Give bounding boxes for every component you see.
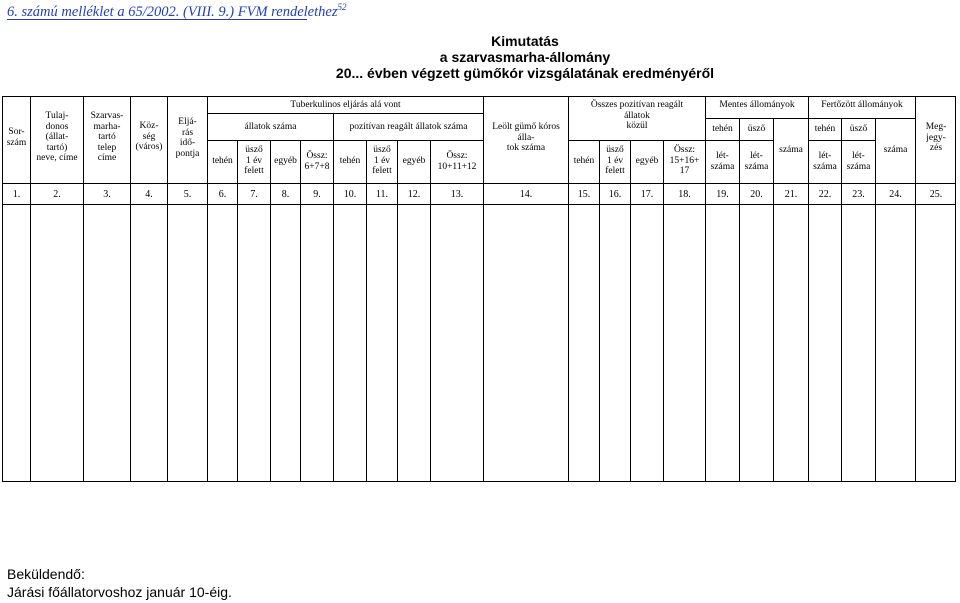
- infected-heifer-header: üsző: [849, 124, 868, 134]
- col10-cow: tehén: [339, 156, 361, 166]
- footer-send-to: Beküldendő:: [7, 566, 85, 582]
- num-1: 1.: [12, 189, 21, 200]
- num-21: 21.: [784, 189, 798, 200]
- col9-sum: Össz: 6+7+8: [304, 151, 330, 172]
- title-line-3: 20... évben végzett gümőkór vizsgálatának eredményéről: [335, 65, 715, 81]
- total-positive-header: Összes pozitívan reagált állatok közül: [590, 100, 684, 131]
- col22-count: lét- száma: [813, 151, 837, 172]
- tbc-group-header: Tuberkulinos eljárás alá vont: [290, 100, 401, 110]
- num-22: 22.: [818, 189, 832, 200]
- col-date-header: Eljá- rás idő- pontja: [175, 117, 200, 159]
- header-link-text: 6. számú melléklet a 65/2002. (VIII. 9.) FVM rendelethez: [7, 3, 338, 20]
- col20-count: lét- száma: [744, 151, 769, 172]
- col15-cow: tehén: [573, 156, 595, 166]
- col21-number: száma: [779, 145, 803, 155]
- col18-sum: Össz: 15+16+ 17: [669, 145, 700, 176]
- num-6: 6.: [218, 189, 227, 200]
- num-9: 9.: [313, 189, 321, 200]
- col7-heifer: üsző 1 év felett: [244, 145, 264, 176]
- num-12: 12.: [407, 189, 421, 200]
- num-2: 2.: [53, 189, 61, 200]
- col6-cow: tehén: [212, 156, 233, 166]
- num-7: 7.: [250, 189, 258, 200]
- col19-count: lét- száma: [710, 151, 735, 172]
- col8-other: egyéb: [274, 156, 297, 166]
- num-24: 24.: [889, 189, 902, 200]
- num-23: 23.: [852, 189, 865, 200]
- col-sorszam-header: Sor- szám: [6, 127, 27, 148]
- positive-count-header: pozitívan reagált állatok száma: [349, 122, 468, 132]
- free-herds-header: Mentes állományok: [719, 100, 795, 110]
- animals-count-header: állatok száma: [244, 122, 297, 132]
- col14-slaughtered: Leölt gümő kóros álla- tok száma: [492, 122, 560, 153]
- title-line-2: a szarvasmarha-állomány: [439, 49, 611, 65]
- num-18: 18.: [678, 189, 691, 200]
- footer-deadline: Járási főállatorvoshoz január 10-éig.: [7, 584, 232, 600]
- num-8: 8.: [281, 189, 290, 200]
- num-10: 10.: [343, 189, 357, 200]
- num-19: 19.: [716, 189, 729, 200]
- col-owner-header: Tulaj- donos (állat- tartó) neve, címe: [36, 111, 78, 163]
- num-20: 20.: [750, 189, 763, 200]
- num-13: 13.: [450, 189, 464, 200]
- col17-other: egyéb: [635, 156, 659, 166]
- num-17: 17.: [640, 189, 654, 200]
- col25-notes: Meg- jegy- zés: [925, 122, 947, 153]
- num-14: 14.: [519, 189, 533, 200]
- col24-number: száma: [883, 145, 908, 155]
- num-3: 3.: [103, 189, 111, 200]
- title-line-1: Kimutatás: [491, 33, 559, 49]
- col-town-header: Köz- ség (város): [135, 121, 163, 152]
- num-15: 15.: [577, 189, 591, 200]
- infected-herds-header: Fertőzött állományok: [821, 100, 903, 110]
- col16-heifer: üsző 1 év felett: [605, 145, 625, 176]
- free-cow-header: tehén: [712, 124, 733, 134]
- num-5: 5.: [183, 189, 192, 200]
- num-11: 11.: [375, 189, 389, 200]
- num-25: 25.: [929, 189, 943, 200]
- infected-cow-header: tehén: [814, 124, 836, 134]
- col11-heifer: üsző 1 év felett: [372, 145, 392, 176]
- footnote-ref[interactable]: 52: [337, 2, 347, 12]
- col12-other: egyéb: [402, 156, 426, 166]
- free-heifer-header: üsző: [747, 124, 766, 134]
- num-4: 4.: [145, 189, 153, 200]
- col13-sum: Össz: 10+11+12: [437, 151, 477, 172]
- col-farm-header: Szarvas- marha- tartó telep címe: [90, 111, 124, 163]
- num-16: 16.: [608, 189, 622, 200]
- col23-count: lét- száma: [846, 151, 871, 172]
